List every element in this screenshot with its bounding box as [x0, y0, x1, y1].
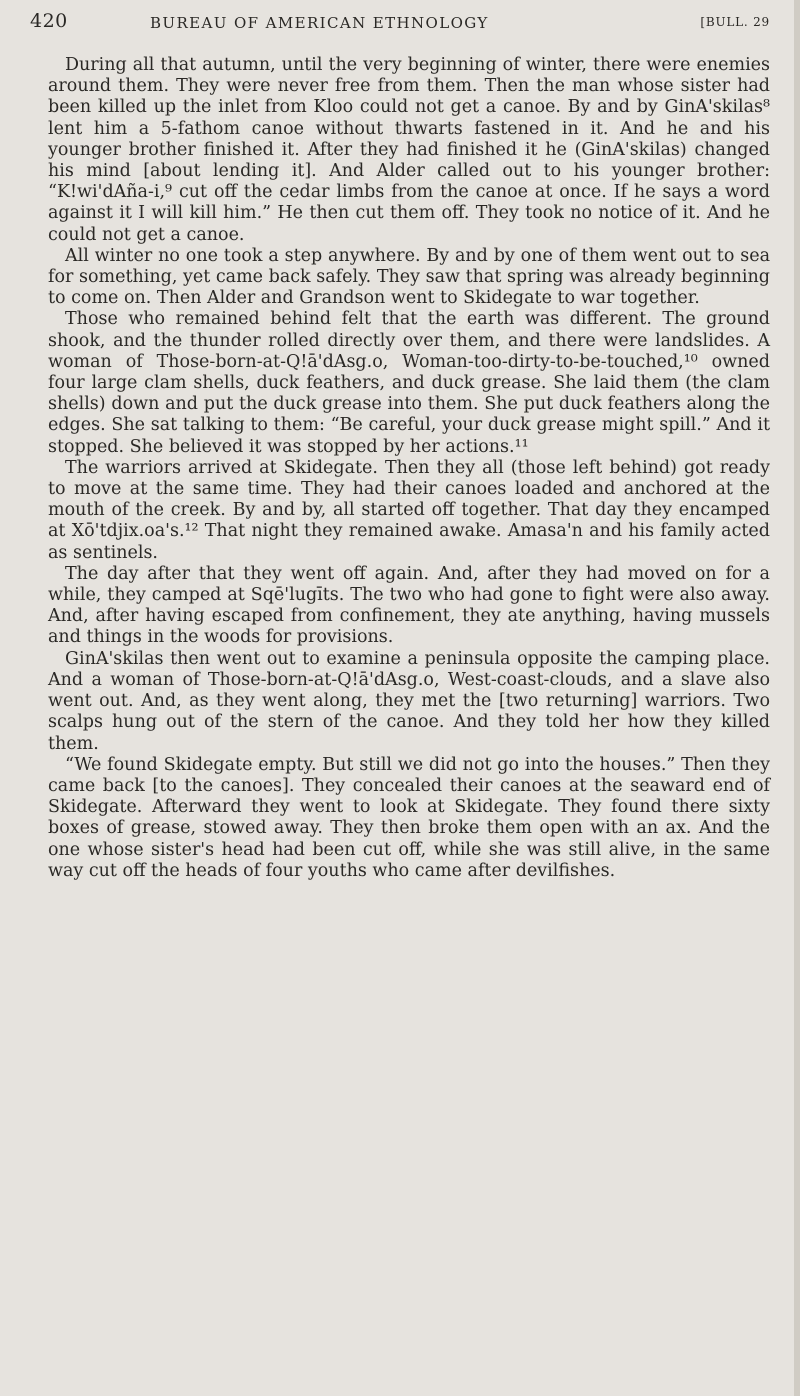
paragraph: “We found Skidegate empty. But still we did not go into the houses.” Then they came back [to the canoes]. They concealed their canoes at the seaward end of Skidegate. Afterward they went to look at Skidegate. They found there sixty boxes of grease, stowed away. They then broke them open with an ax. And the one whose sister's head had been cut off, while she was still alive, in the same way cut off the heads of four youths who came after devilfishes.	[48, 754, 770, 881]
paragraph: During all that autumn, until the very beginning of winter, there were enemies around them. They were never free from them. Then the man whose sister had been killed up the inlet from Kloo could not get a canoe. By and by GinA'skilas⁸ lent him a 5-fathom canoe without thwarts fastened in it. And he and his younger brother finished it. After they had finished it he (GinA'skilas) changed his mind [about lending it]. And Alder called out to his younger brother: “K!wi'dAña-i,⁹ cut off the cedar limbs from the canoe at once. If he says a word against it I will kill him.” He then cut them off. They took no notice of it. And he could not get a canoe.	[48, 55, 770, 245]
running-title: BUREAU OF AMERICAN ETHNOLOGY	[150, 14, 489, 32]
page-edge-shadow	[794, 0, 800, 1396]
paragraph: The day after that they went off again. And, after they had moved on for a while, they camped at Sqē'lugīts. The two who had gone to fight were also away. And, after having escaped from confinement, they ate anything, having mussels and things in the woods for provisions.	[48, 563, 770, 648]
body-text	[48, 55, 770, 882]
page-header	[30, 10, 770, 38]
bulletin-reference: [BULL. 29	[700, 15, 770, 29]
paragraph: The warriors arrived at Skidegate. Then they all (those left behind) got ready to move at the same time. They had their canoes loaded and anchored at the mouth of the creek. By and by, all started off together. That day they encamped at Xō'tdjix.oa's.¹² That night they remained awake. Amasa'n and his family acted as sentinels.	[48, 457, 770, 563]
paragraph: All winter no one took a step anywhere. By and by one of them went out to sea for something, yet came back safely. They saw that spring was already beginning to come on. Then Alder and Grandson went to Skidegate to war together.	[48, 245, 770, 309]
paragraph: GinA'skilas then went out to examine a peninsula opposite the camping place. And a woman of Those-born-at-Q!ā'dAsg.o, West-coast-clouds, and a slave also went out. And, as they went along, they met the [two returning] warriors. Two scalps hung out of the stern of the canoe. And they told her how they killed them.	[48, 648, 770, 754]
page-number: 420	[30, 10, 68, 32]
paragraph: Those who remained behind felt that the earth was different. The ground shook, and the thunder rolled directly over them, and there were landslides. A woman of Those-born-at-Q!ā'dAsg.o, Woman-too-dirty-to-be-touched,¹⁰ owned four large clam shells, duck feathers, and duck grease. She laid them (the clam shells) down and put the duck grease into them. She put duck feathers along the edges. She sat talking to them: “Be careful, your duck grease might spill.” And it stopped. She believed it was stopped by her actions.¹¹	[48, 309, 770, 457]
